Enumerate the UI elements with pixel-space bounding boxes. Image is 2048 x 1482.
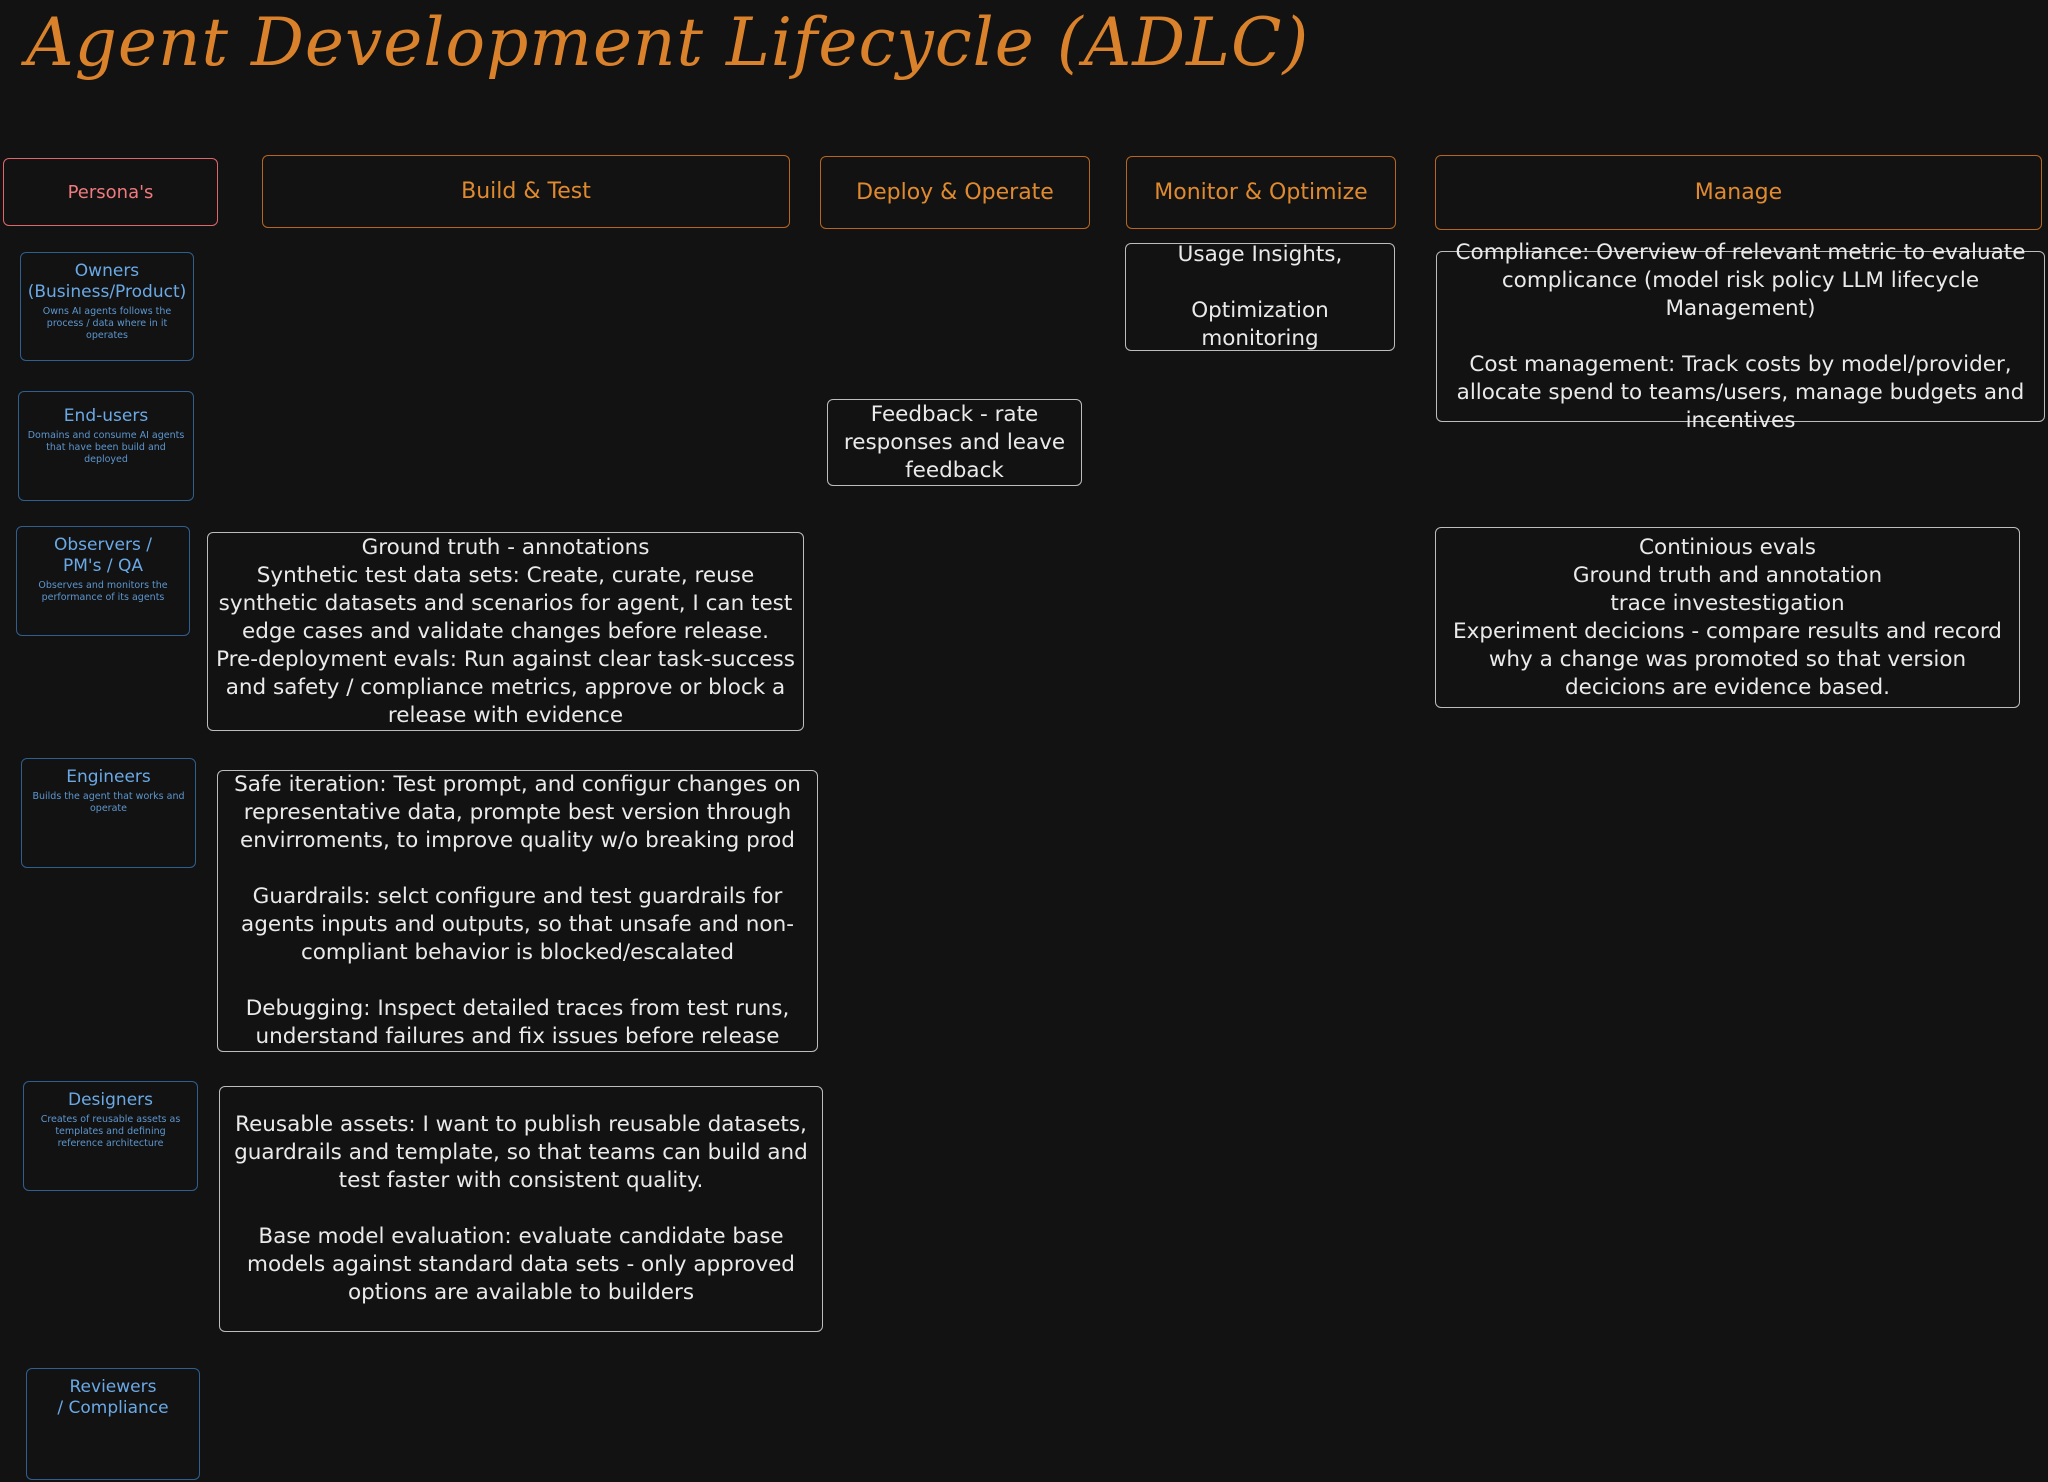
cell-owners-monitor: Usage Insights, Optimization monitoring [1125, 243, 1395, 351]
persona-owners-name: Owners (Business/Product) [27, 261, 187, 302]
cell-owners-manage: Compliance: Overview of relevant metric to evaluate complicance (model risk policy LLM lifecycle Management) Cost management: Track costs by model/provider, allocate spend to teams/users, manage budgets and incentives [1436, 251, 2045, 422]
persona-engineers [21, 758, 196, 868]
cell-observers-build: Ground truth - annotations Synthetic test data sets: Create, curate, reuse synthetic datasets and scenarios for agent, I can test edge cases and validate changes before release. Pre-deployment evals: Run against clear task-success and safety / compliance metrics, approve or block a release with evidence [207, 532, 804, 731]
cell-designers-build: Reusable assets: I want to publish reusable datasets, guardrails and template, so that teams can build and test faster with consistent quality. Base model evaluation: evaluate candidate base models against standard data sets - only approved options are available to builders [219, 1086, 823, 1332]
header-build-test [262, 155, 790, 228]
cell-observers-manage: Continious evals Ground truth and annotation trace investestigation Experiment decicions - compare results and record why a change was promoted so that version decicions are evidence based. [1435, 527, 2020, 708]
header-deploy-operate-label: Deploy & Operate [856, 180, 1054, 205]
diagram-title: Agent Development Lifecycle (ADLC) [26, 4, 1310, 81]
header-manage-label: Manage [1694, 180, 1783, 205]
header-monitor-optimize-label: Monitor & Optimize [1154, 180, 1368, 205]
persona-engineers-name: Engineers [66, 767, 151, 787]
persona-reviewers-name: Reviewers / Compliance [57, 1377, 169, 1418]
persona-owners [20, 252, 194, 361]
persona-reviewers [26, 1368, 200, 1480]
persona-end-users-desc: Domains and consume AI agents that have been build and deployed [27, 430, 185, 465]
header-personas-label: Persona's [67, 181, 154, 203]
persona-observers-desc: Observes and monitors the performance of its agents [38, 580, 168, 603]
persona-engineers-desc: Builds the agent that works and operate [32, 791, 185, 814]
header-build-test-label: Build & Test [461, 179, 591, 204]
persona-designers-name: Designers [68, 1090, 153, 1110]
header-personas [3, 158, 218, 226]
persona-end-users-name: End-users [63, 406, 149, 426]
persona-observers-name: Observers / PM's / QA [54, 535, 152, 576]
cell-engineers-build: Safe iteration: Test prompt, and configur changes on representative data, prompte best version through envirroments, to improve quality w/o breaking prod Guardrails: selct configure and test guardrails for agents inputs and outputs, so that unsafe and non-compliant behavior is blocked/escalated Debugging: Inspect detailed traces from test runs, understand failures and fix issues before release [217, 770, 818, 1052]
header-monitor-optimize [1126, 156, 1396, 229]
persona-designers-desc: Creates of reusable assets as templates and defining reference architecture [40, 1114, 181, 1149]
persona-designers [23, 1081, 198, 1191]
persona-observers [16, 526, 190, 636]
cell-endusers-deploy: Feedback - rate responses and leave feedback [827, 399, 1082, 486]
persona-end-users [18, 391, 194, 501]
persona-owners-desc: Owns AI agents follows the process / data where in it operates [42, 306, 172, 341]
header-deploy-operate [820, 156, 1090, 229]
header-manage [1435, 155, 2042, 230]
